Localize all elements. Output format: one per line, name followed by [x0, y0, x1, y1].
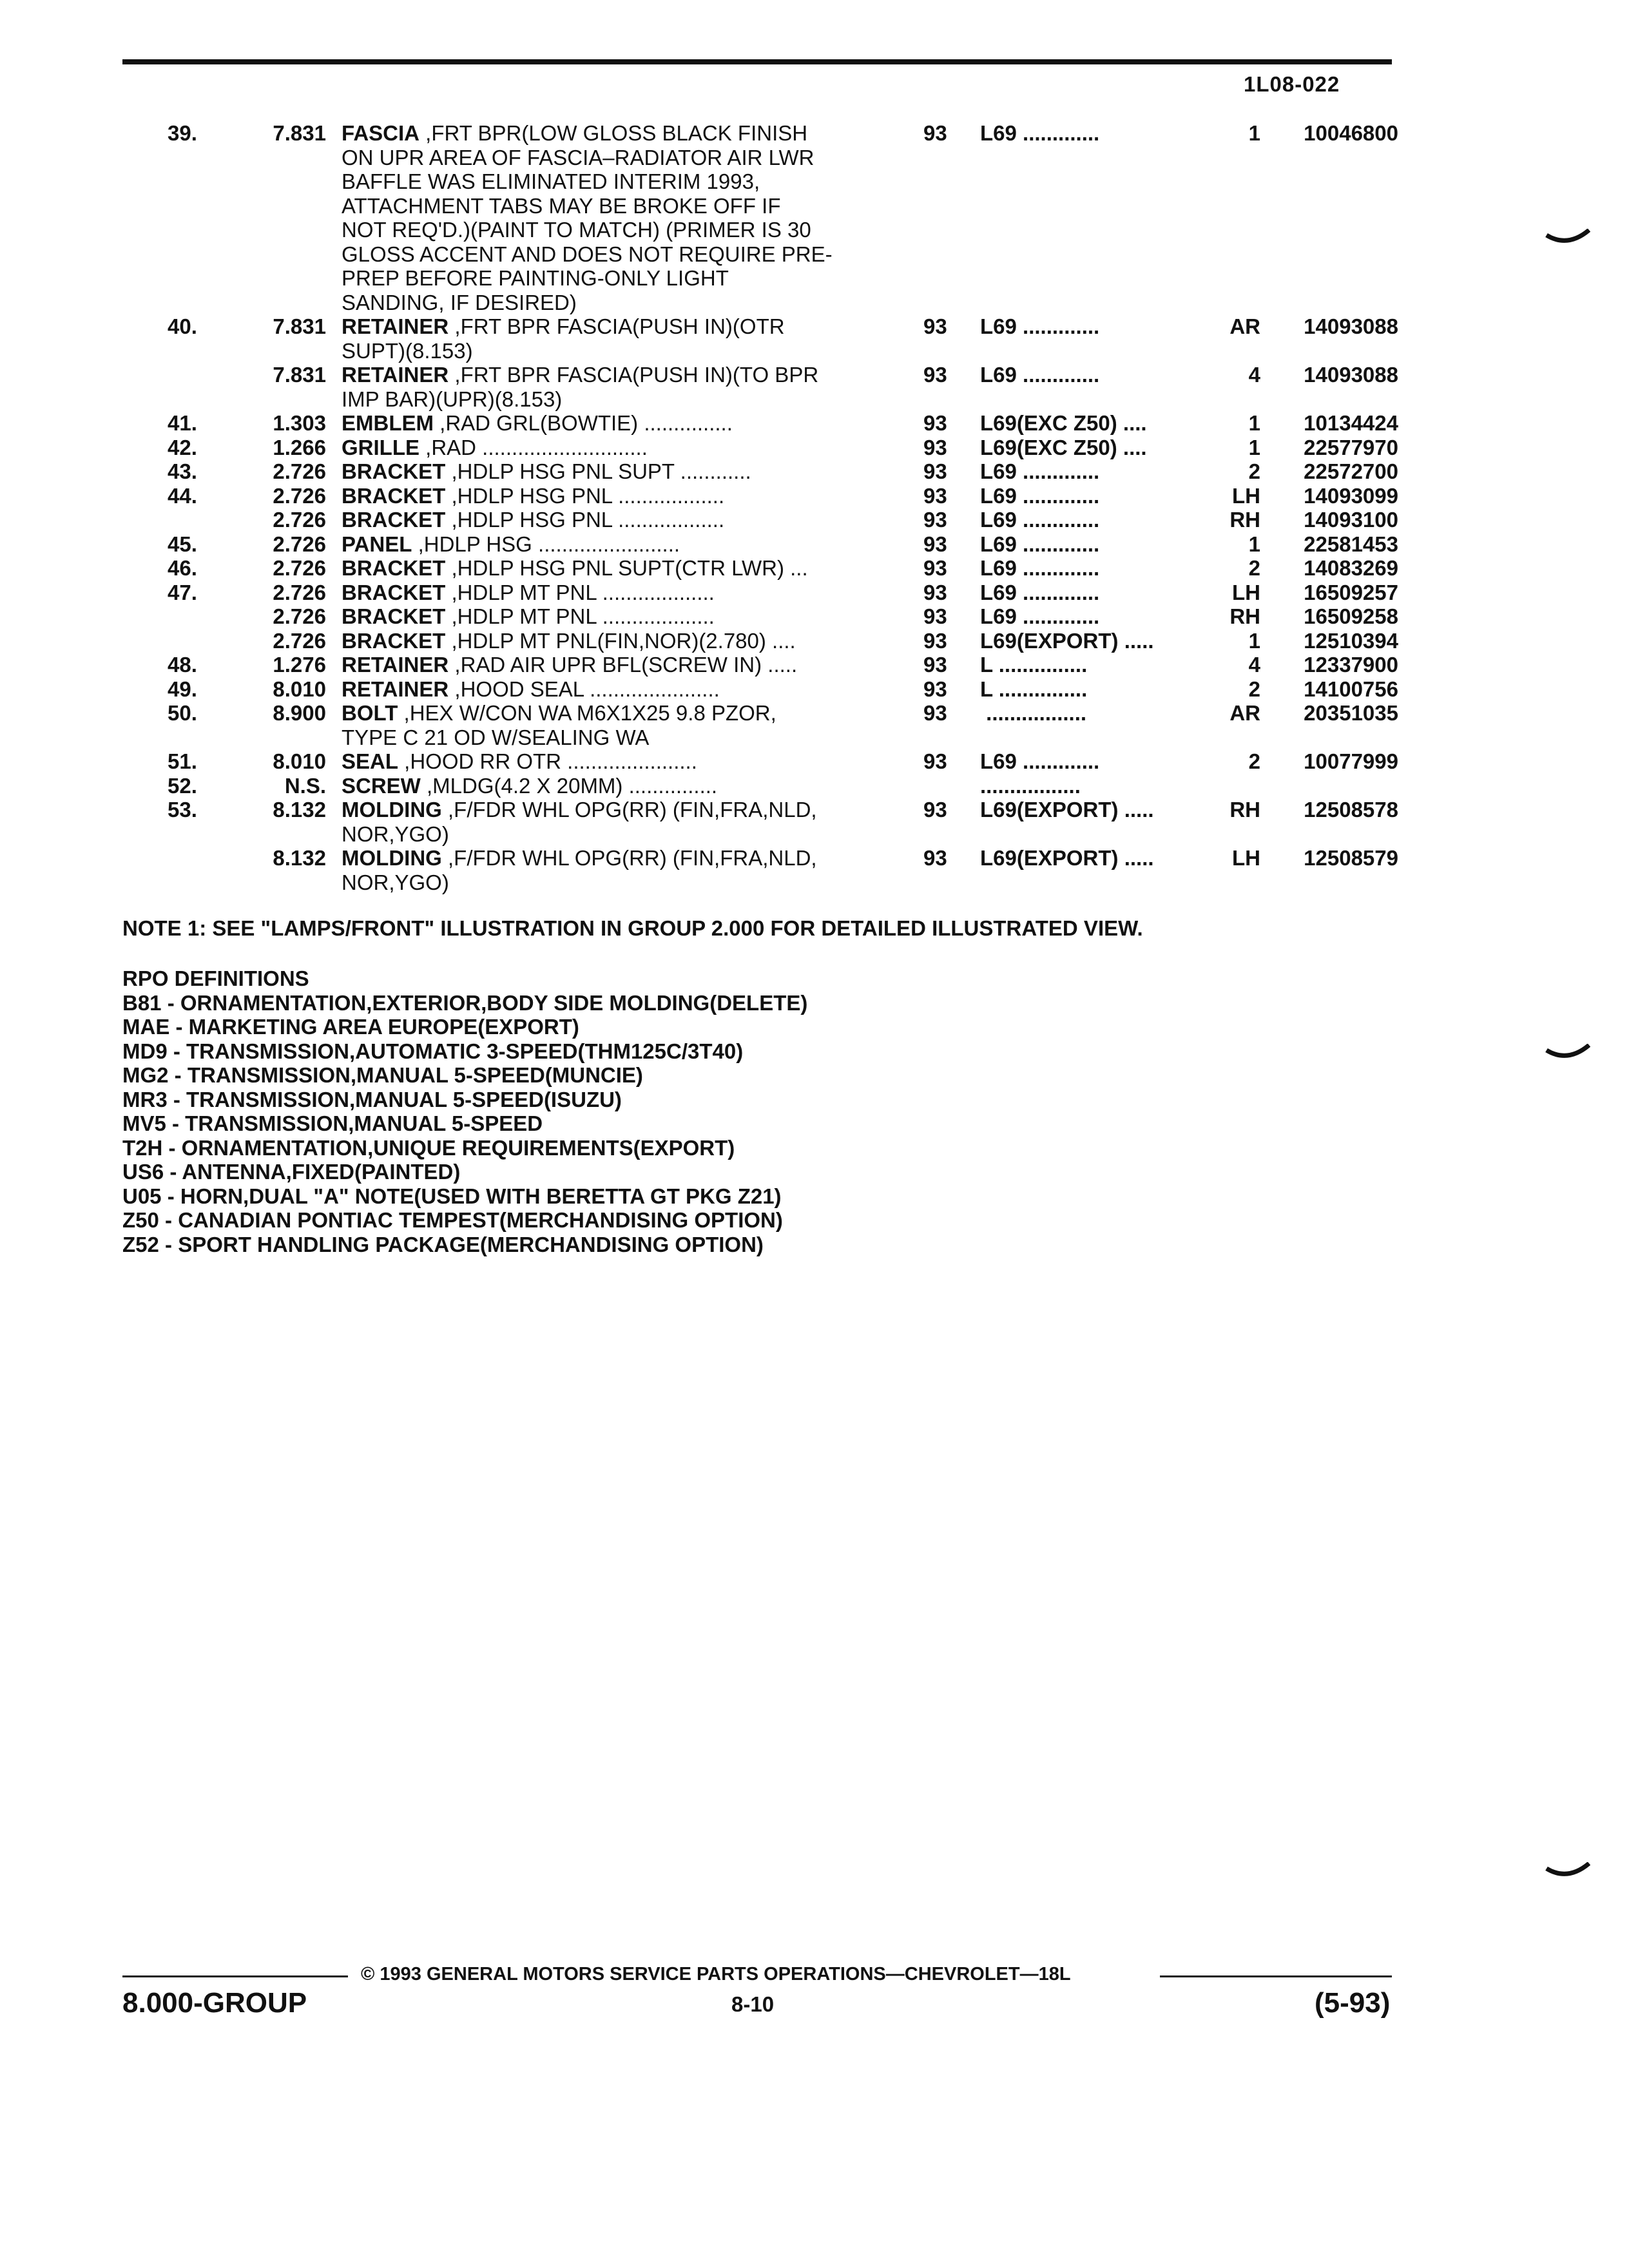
part-number: 22581453: [1304, 532, 1398, 556]
model-year: 93: [923, 459, 947, 483]
part-name: BRACKET: [342, 556, 446, 580]
group-number: 2.726: [273, 556, 326, 580]
part-number: 16509257: [1304, 580, 1398, 604]
part-description: [342, 484, 1012, 508]
rpo-item: MG2 - TRANSMISSION,MANUAL 5-SPEED(MUNCIE): [122, 1063, 643, 1087]
rpo-item: Z52 - SPORT HANDLING PACKAGE(MERCHANDISING OPTION): [122, 1232, 764, 1256]
model-year: 93: [923, 580, 947, 604]
rpo-heading: RPO DEFINITIONS: [122, 966, 309, 990]
part-number: 14100756: [1304, 677, 1398, 701]
part-description: [342, 677, 1012, 702]
part-number: 10046800: [1304, 121, 1398, 145]
quantity: AR: [1229, 314, 1260, 338]
part-row: [122, 774, 1398, 798]
part-row: [122, 314, 1398, 363]
part-number: 10077999: [1304, 749, 1398, 773]
model-year: 93: [923, 846, 947, 870]
model-year: 93: [923, 604, 947, 628]
binder-mark-icon: [1545, 229, 1590, 248]
part-number: 10134424: [1304, 411, 1398, 435]
part-name: RETAINER: [342, 363, 449, 387]
part-detail: ,F/FDR WHL OPG(RR) (FIN,FRA,NLD, NOR,YGO): [342, 846, 817, 894]
part-name: BRACKET: [342, 508, 446, 532]
model-code: L69 .............: [980, 363, 1100, 387]
model-code: L69 .............: [980, 121, 1100, 145]
group-number: 1.266: [273, 435, 326, 459]
model-year: 93: [923, 653, 947, 677]
binder-mark-icon: [1545, 1862, 1590, 1881]
group-number: 2.726: [273, 580, 326, 604]
model-code: L69 .............: [980, 459, 1100, 483]
model-code: L69(EXC Z50) ....: [980, 411, 1147, 435]
part-row: [122, 846, 1398, 894]
group-number: 8.900: [273, 701, 326, 725]
part-row: [122, 436, 1398, 460]
part-detail: ,HOOD RR OTR ......................: [398, 749, 697, 773]
group-number: 2.726: [273, 483, 326, 508]
footer-group: 8.000-GROUP: [122, 1987, 307, 2019]
quantity: LH: [1232, 846, 1260, 870]
part-name: SCREW: [342, 773, 421, 798]
part-number: 14083269: [1304, 556, 1398, 580]
part-name: MOLDING: [342, 798, 442, 822]
part-description: [342, 581, 1012, 605]
rpo-item: MAE - MARKETING AREA EUROPE(EXPORT): [122, 1015, 579, 1039]
part-name: BRACKET: [342, 628, 446, 653]
part-description: [342, 749, 1012, 774]
group-number: 7.831: [273, 121, 326, 145]
part-description: [342, 532, 1012, 557]
item-number: 47.: [168, 580, 197, 604]
quantity: RH: [1229, 798, 1260, 822]
rpo-item: Z50 - CANADIAN PONTIAC TEMPEST(MERCHANDISING OPTION): [122, 1208, 783, 1232]
part-name: BRACKET: [342, 483, 446, 508]
part-description: [342, 774, 1012, 798]
top-rule: [122, 59, 1392, 64]
group-number: 2.726: [273, 628, 326, 653]
item-number: 46.: [168, 556, 197, 580]
rpo-list: [122, 991, 807, 1257]
rpo-definitions: [122, 966, 807, 1256]
quantity: 1: [1248, 121, 1260, 145]
part-row: [122, 532, 1398, 557]
part-detail: ,HEX W/CON WA M6X1X25 9.8 PZOR, TYPE C 21 OD W/SEALING WA: [342, 701, 776, 749]
model-year: 93: [923, 508, 947, 532]
part-number: 22572700: [1304, 459, 1398, 483]
quantity: RH: [1229, 508, 1260, 532]
model-year: 93: [923, 556, 947, 580]
part-detail: ,HDLP HSG PNL SUPT(CTR LWR) ...: [445, 556, 808, 580]
part-row: [122, 653, 1398, 677]
quantity: 1: [1248, 435, 1260, 459]
item-number: 44.: [168, 483, 197, 508]
part-row: [122, 629, 1398, 653]
item-number: 53.: [168, 798, 197, 822]
page-code: 1L08-022: [1244, 72, 1340, 96]
part-row: [122, 749, 1398, 774]
model-code: .................: [980, 701, 1087, 725]
quantity: 1: [1248, 532, 1260, 556]
rpo-item: U05 - HORN,DUAL "A" NOTE(USED WITH BERETTA GT PKG Z21): [122, 1184, 782, 1208]
part-row: [122, 556, 1398, 581]
rpo-item: US6 - ANTENNA,FIXED(PAINTED): [122, 1160, 461, 1184]
part-name: PANEL: [342, 532, 412, 556]
part-description: [342, 846, 1012, 894]
part-number: 22577970: [1304, 435, 1398, 459]
part-description: [342, 314, 1012, 363]
item-number: 42.: [168, 435, 197, 459]
part-row: [122, 484, 1398, 508]
part-number: 14093088: [1304, 363, 1398, 387]
part-number: 14093088: [1304, 314, 1398, 338]
part-name: SEAL: [342, 749, 399, 773]
parts-list: [122, 121, 1398, 894]
item-number: 52.: [168, 773, 197, 798]
part-detail: ,HDLP HSG PNL ..................: [445, 508, 725, 532]
part-description: [342, 556, 1012, 581]
part-detail: ,MLDG(4.2 X 20MM) ...............: [420, 773, 718, 798]
model-year: 93: [923, 532, 947, 556]
group-number: 2.726: [273, 508, 326, 532]
model-code: L ...............: [980, 677, 1088, 701]
part-detail: ,RAD AIR UPR BFL(SCREW IN) .....: [448, 653, 798, 677]
part-detail: ,HDLP MT PNL(FIN,NOR)(2.780) ....: [445, 628, 796, 653]
group-number: 8.132: [273, 798, 326, 822]
part-name: BRACKET: [342, 580, 446, 604]
part-description: [342, 508, 1012, 532]
part-detail: ,FRT BPR(LOW GLOSS BLACK FINISH ON UPR AREA OF FASCIA–RADIATOR AIR LWR BAFFLE WAS ELIMINATED INTERIM 1993, ATTACHMENT TABS MAY BE BROKE OFF IF NOT REQ'D.)(PAINT TO MATCH) (PRIMER IS 30 GLOSS ACCENT AND DOES NOT REQUIRE PRE- PREP BEFORE PAINTING-ONLY LIGHT SANDING, IF DESIRED): [342, 121, 833, 314]
quantity: AR: [1229, 701, 1260, 725]
group-number: 7.831: [273, 314, 326, 338]
quantity: 2: [1248, 677, 1260, 701]
part-description: [342, 798, 1012, 846]
model-year: 93: [923, 121, 947, 145]
part-detail: ,RAD GRL(BOWTIE) ...............: [434, 411, 733, 435]
footer-rule-right: [1160, 1975, 1392, 1977]
group-number: N.S.: [284, 773, 326, 798]
part-number: 12508578: [1304, 798, 1398, 822]
part-row: [122, 604, 1398, 629]
rpo-item: MD9 - TRANSMISSION,AUTOMATIC 3-SPEED(THM125C/3T40): [122, 1039, 744, 1063]
part-detail: ,FRT BPR FASCIA(PUSH IN)(OTR SUPT)(8.153): [342, 314, 785, 363]
part-description: [342, 121, 1012, 314]
group-number: 7.831: [273, 363, 326, 387]
part-row: [122, 411, 1398, 436]
part-number: 20351035: [1304, 701, 1398, 725]
group-number: 8.010: [273, 677, 326, 701]
item-number: 48.: [168, 653, 197, 677]
part-detail: ,HDLP HSG PNL ..................: [445, 483, 725, 508]
model-code: L69 .............: [980, 749, 1100, 773]
group-number: 1.276: [273, 653, 326, 677]
quantity: 2: [1248, 749, 1260, 773]
part-row: [122, 121, 1398, 314]
part-number: 14093100: [1304, 508, 1398, 532]
model-code: L69 .............: [980, 483, 1100, 508]
part-row: [122, 508, 1398, 532]
model-year: 93: [923, 798, 947, 822]
part-name: RETAINER: [342, 653, 449, 677]
part-detail: ,HDLP MT PNL ...................: [445, 604, 715, 628]
part-detail: ,F/FDR WHL OPG(RR) (FIN,FRA,NLD, NOR,YGO): [342, 798, 817, 846]
binder-mark-icon: [1545, 1044, 1590, 1063]
part-row: [122, 363, 1398, 411]
item-number: 41.: [168, 411, 197, 435]
footer-page-number: 8-10: [731, 1992, 775, 2016]
part-description: [342, 629, 1012, 653]
item-number: 40.: [168, 314, 197, 338]
rpo-item: MR3 - TRANSMISSION,MANUAL 5-SPEED(ISUZU): [122, 1087, 622, 1111]
part-row: [122, 581, 1398, 605]
item-number: 51.: [168, 749, 197, 773]
part-description: [342, 701, 1012, 749]
part-name: BOLT: [342, 701, 398, 725]
quantity: 2: [1248, 556, 1260, 580]
item-number: 39.: [168, 121, 197, 145]
part-name: GRILLE: [342, 435, 419, 459]
part-detail: ,HOOD SEAL ......................: [448, 677, 720, 701]
part-number: 12510394: [1304, 628, 1398, 653]
part-name: BRACKET: [342, 604, 446, 628]
group-number: 8.010: [273, 749, 326, 773]
footer-copyright: © 1993 GENERAL MOTORS SERVICE PARTS OPERATIONS—CHEVROLET—18L: [361, 1964, 1071, 1984]
part-description: [342, 459, 1012, 484]
part-number: 14093099: [1304, 483, 1398, 508]
quantity: 1: [1248, 628, 1260, 653]
quantity: 4: [1248, 653, 1260, 677]
model-code: L ...............: [980, 653, 1088, 677]
model-code: L69 .............: [980, 556, 1100, 580]
model-year: 93: [923, 628, 947, 653]
group-number: 2.726: [273, 459, 326, 483]
group-number: 1.303: [273, 411, 326, 435]
part-description: [342, 653, 1012, 677]
group-number: 8.132: [273, 846, 326, 870]
part-detail: ,RAD ............................: [419, 435, 648, 459]
model-year: 93: [923, 435, 947, 459]
part-description: [342, 363, 1012, 411]
part-name: BRACKET: [342, 459, 446, 483]
quantity: 1: [1248, 411, 1260, 435]
model-year: 93: [923, 701, 947, 725]
group-number: 2.726: [273, 532, 326, 556]
rpo-item: B81 - ORNAMENTATION,EXTERIOR,BODY SIDE MOLDING(DELETE): [122, 990, 808, 1015]
part-name: RETAINER: [342, 677, 449, 701]
quantity: RH: [1229, 604, 1260, 628]
note: NOTE 1: SEE "LAMPS/FRONT" ILLUSTRATION IN GROUP 2.000 FOR DETAILED ILLUSTRATED VIEW.: [122, 916, 1143, 940]
rpo-item: T2H - ORNAMENTATION,UNIQUE REQUIREMENTS(EXPORT): [122, 1135, 735, 1160]
part-name: RETAINER: [342, 314, 449, 338]
model-year: 93: [923, 749, 947, 773]
footer-rule-left: [122, 1975, 348, 1977]
item-number: 49.: [168, 677, 197, 701]
group-number: 2.726: [273, 604, 326, 628]
part-detail: ,HDLP MT PNL ...................: [445, 580, 715, 604]
part-number: 12337900: [1304, 653, 1398, 677]
footer-date: (5-93): [1315, 1987, 1391, 2019]
model-code: L69(EXC Z50) ....: [980, 435, 1147, 459]
model-year: 93: [923, 314, 947, 338]
part-row: [122, 459, 1398, 484]
item-number: 43.: [168, 459, 197, 483]
quantity: 2: [1248, 459, 1260, 483]
part-name: EMBLEM: [342, 411, 434, 435]
model-year: 93: [923, 677, 947, 701]
item-number: 45.: [168, 532, 197, 556]
part-name: MOLDING: [342, 846, 442, 870]
model-code: .................: [980, 773, 1081, 798]
part-number: 12508579: [1304, 846, 1398, 870]
model-code: L69 .............: [980, 532, 1100, 556]
part-detail: ,HDLP HSG ........................: [412, 532, 680, 556]
model-year: 93: [923, 363, 947, 387]
quantity: LH: [1232, 483, 1260, 508]
part-row: [122, 677, 1398, 702]
part-number: 16509258: [1304, 604, 1398, 628]
model-year: 93: [923, 411, 947, 435]
model-code: L69 .............: [980, 604, 1100, 628]
model-code: L69(EXPORT) .....: [980, 798, 1154, 822]
part-row: [122, 798, 1398, 846]
model-year: 93: [923, 483, 947, 508]
model-code: L69 .............: [980, 508, 1100, 532]
part-description: [342, 604, 1012, 629]
model-code: L69(EXPORT) .....: [980, 846, 1154, 870]
part-name: FASCIA: [342, 121, 420, 145]
item-number: 50.: [168, 701, 197, 725]
model-code: L69(EXPORT) .....: [980, 628, 1154, 653]
part-description: [342, 436, 1012, 460]
quantity: 4: [1248, 363, 1260, 387]
quantity: LH: [1232, 580, 1260, 604]
model-code: L69 .............: [980, 580, 1100, 604]
part-detail: ,HDLP HSG PNL SUPT ............: [445, 459, 751, 483]
part-description: [342, 411, 1012, 436]
model-code: L69 .............: [980, 314, 1100, 338]
part-detail: ,FRT BPR FASCIA(PUSH IN)(TO BPR IMP BAR)(UPR)(8.153): [342, 363, 819, 411]
part-row: [122, 701, 1398, 749]
rpo-item: MV5 - TRANSMISSION,MANUAL 5-SPEED: [122, 1111, 543, 1135]
